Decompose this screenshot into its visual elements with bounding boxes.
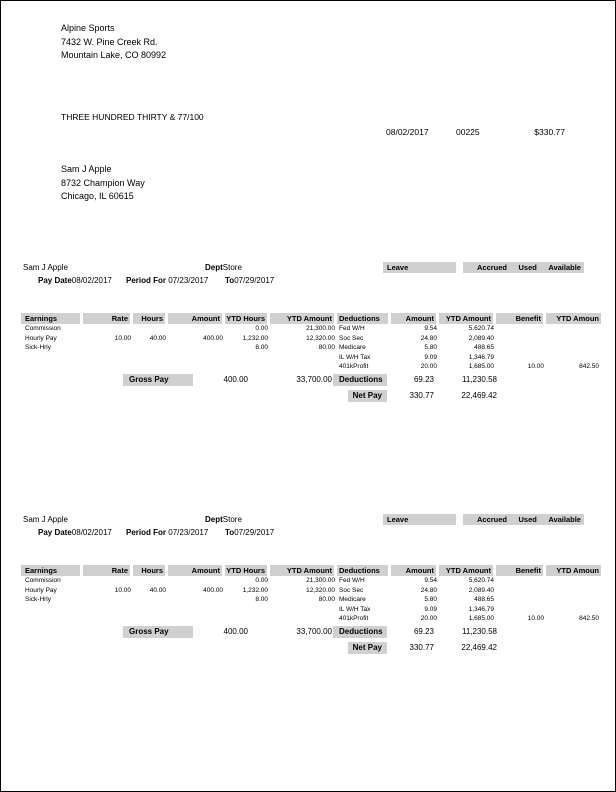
check-amount-in-words: THREE HUNDRED THIRTY & 77/100 bbox=[61, 112, 204, 122]
cell-amount: 400.00 bbox=[203, 586, 223, 594]
check-number: 00225 bbox=[456, 127, 480, 137]
cell-hours bbox=[133, 343, 168, 352]
leave-used-header: Used bbox=[518, 515, 537, 524]
deduction-ytd-header: YTD Amount bbox=[439, 313, 496, 324]
leave-columns-header bbox=[463, 514, 584, 525]
cell-benefit-ytd bbox=[546, 595, 601, 604]
period-for-label: Period For bbox=[126, 276, 167, 285]
net-pay-label-cell bbox=[333, 642, 387, 654]
cell-deduction: Fed W/H bbox=[339, 325, 365, 333]
pay-date-value: 08/02/2017 bbox=[71, 528, 112, 537]
cell-benefit-ytd bbox=[546, 605, 601, 614]
cell-amount bbox=[168, 605, 225, 614]
cell-benefit-ytd bbox=[546, 343, 601, 352]
net-pay-amount: 330.77 bbox=[409, 643, 434, 653]
dept-value: Store bbox=[222, 263, 242, 272]
cell-earning: Sick-Hrly bbox=[25, 596, 51, 604]
pay-date-label: Pay Date bbox=[38, 276, 72, 285]
cell-deduction: Soc Sec bbox=[339, 586, 364, 594]
cell-earning bbox=[21, 353, 83, 362]
check-amount: $330.77 bbox=[534, 127, 565, 137]
cell-ded-ytd: 5,620.74 bbox=[468, 325, 494, 333]
cell-ded-amount: 5.80 bbox=[424, 344, 437, 352]
cell-deduction: Medicare bbox=[339, 596, 366, 604]
spacer bbox=[193, 642, 249, 654]
cell-benefit bbox=[496, 324, 546, 333]
net-pay-label-cell bbox=[333, 390, 387, 402]
cell-ytd-hours: 1,232.00 bbox=[242, 334, 268, 342]
department bbox=[205, 263, 242, 272]
cell-amount bbox=[168, 595, 225, 604]
cell-hours: 40.00 bbox=[149, 334, 166, 342]
dept-label: Dept bbox=[205, 263, 223, 272]
ytd-amount-header: YTD Amount bbox=[270, 565, 337, 576]
pay-stub-2 bbox=[21, 515, 611, 665]
deduction-ytd-header: YTD Amount bbox=[439, 565, 496, 576]
deduction-amount-header: Amount bbox=[391, 565, 439, 576]
rate-header: Rate bbox=[83, 313, 133, 324]
company-address-line1: 7432 W. Pine Creek Rd. bbox=[61, 36, 158, 47]
rate-header: Rate bbox=[83, 565, 133, 576]
cell-ytd-hours: 0.00 bbox=[255, 577, 268, 585]
cell-benefit bbox=[496, 586, 546, 595]
table-row bbox=[21, 362, 601, 371]
cell-earning bbox=[21, 614, 83, 623]
cell-ytd-amount: 12,320.00 bbox=[306, 334, 335, 342]
leave-available-header: Available bbox=[548, 263, 581, 272]
spacer bbox=[123, 390, 193, 402]
period-for-label: Period For bbox=[126, 528, 167, 537]
spacer bbox=[21, 374, 123, 386]
table-row bbox=[21, 334, 601, 343]
table-row bbox=[21, 343, 601, 352]
cell-benefit: 10.00 bbox=[527, 615, 544, 623]
net-pay-label: Net Pay bbox=[348, 642, 387, 654]
cell-deduction: 401kProfit bbox=[339, 363, 369, 371]
cell-ded-ytd: 1,346.79 bbox=[468, 605, 494, 613]
cell-rate bbox=[83, 595, 133, 604]
leave-accrued-header: Accrued bbox=[477, 515, 508, 524]
net-pay-row bbox=[21, 642, 601, 654]
cell-hours bbox=[133, 614, 168, 623]
amount-header: Amount bbox=[168, 565, 225, 576]
earnings-header: Earnings bbox=[21, 313, 83, 324]
employee-name: Sam J Apple bbox=[23, 515, 68, 524]
to-label: To bbox=[225, 528, 235, 537]
table-row bbox=[21, 605, 601, 614]
benefit-header: Benefit bbox=[496, 313, 546, 324]
dept-label: Dept bbox=[205, 515, 223, 524]
cell-amount bbox=[168, 343, 225, 352]
table-row bbox=[21, 595, 601, 604]
hours-header: Hours bbox=[133, 313, 168, 324]
cell-deduction: Fed W/H bbox=[339, 577, 365, 585]
cell-ded-ytd: 1,685.00 bbox=[468, 615, 494, 623]
cell-deduction: Soc Sec bbox=[339, 334, 364, 342]
employee-name: Sam J Apple bbox=[23, 263, 68, 272]
payee-address-line1: 8732 Champion Way bbox=[61, 177, 145, 188]
deductions-total-label: Deductions bbox=[333, 374, 387, 386]
period-end-value: 07/29/2017 bbox=[234, 276, 275, 285]
deductions-total-ytd: 11,230.58 bbox=[462, 627, 497, 637]
pay-date-label: Pay Date bbox=[38, 528, 72, 537]
cell-hours bbox=[133, 595, 168, 604]
table-row bbox=[21, 586, 601, 595]
payee-address-block bbox=[61, 163, 145, 204]
table-header-row bbox=[21, 313, 601, 324]
cell-ded-amount: 9.54 bbox=[424, 577, 437, 585]
gross-pay-row bbox=[21, 374, 601, 386]
cell-hours bbox=[133, 362, 168, 371]
spacer bbox=[249, 390, 333, 402]
cell-ytd-hours: 1,232.00 bbox=[242, 586, 268, 594]
net-pay-label: Net Pay bbox=[348, 390, 387, 402]
cell-ytd-amount: 80.00 bbox=[318, 344, 335, 352]
cell-earning: Hourly Pay bbox=[25, 586, 57, 594]
leave-accrued-header: Accrued bbox=[477, 263, 508, 272]
cell-rate bbox=[83, 576, 133, 585]
period-start-value: 07/23/2017 bbox=[168, 528, 209, 537]
deductions-header: Deductions bbox=[337, 565, 391, 576]
cell-rate: 10.00 bbox=[114, 334, 131, 342]
table-body bbox=[21, 324, 601, 371]
spacer bbox=[21, 626, 123, 638]
cell-ytd-amount bbox=[270, 614, 337, 623]
dept-value: Store bbox=[222, 515, 242, 524]
cell-rate bbox=[83, 362, 133, 371]
cell-hours bbox=[133, 605, 168, 614]
cell-ytd-amount: 21,300.00 bbox=[306, 577, 335, 585]
cell-ytd-amount bbox=[270, 362, 337, 371]
cell-ded-amount: 24.80 bbox=[420, 586, 437, 594]
ytd-hours-header: YTD Hours bbox=[225, 565, 270, 576]
gross-pay-ytd: 33,700.00 bbox=[296, 375, 332, 385]
net-pay-ytd: 22,469.42 bbox=[461, 643, 497, 653]
cell-ded-amount: 5.80 bbox=[424, 596, 437, 604]
cell-amount bbox=[168, 614, 225, 623]
cell-ytd-hours: 8.00 bbox=[255, 344, 268, 352]
cell-hours: 40.00 bbox=[149, 586, 166, 594]
cell-benefit bbox=[496, 353, 546, 362]
company-name: Alpine Sports bbox=[61, 23, 115, 33]
deductions-total-ytd: 11,230.58 bbox=[462, 375, 497, 385]
department bbox=[205, 515, 242, 524]
deductions-total-label: Deductions bbox=[333, 626, 387, 638]
deduction-amount-header: Amount bbox=[391, 313, 439, 324]
cell-amount bbox=[168, 362, 225, 371]
cell-ded-ytd: 1,685.00 bbox=[468, 363, 494, 371]
cell-ytd-amount: 12,320.00 bbox=[306, 586, 335, 594]
ytd-hours-header: YTD Hours bbox=[225, 313, 270, 324]
earnings-deductions-table bbox=[21, 565, 601, 654]
gross-pay-label: Gross Pay bbox=[123, 374, 193, 386]
period-for bbox=[126, 528, 208, 537]
cell-ytd-amount bbox=[270, 605, 337, 614]
cell-benefit: 10.00 bbox=[527, 363, 544, 371]
cell-ded-ytd: 2,089.40 bbox=[468, 334, 494, 342]
cell-ded-amount: 9.09 bbox=[424, 605, 437, 613]
period-to bbox=[225, 528, 274, 537]
cell-amount bbox=[168, 324, 225, 333]
cell-earning bbox=[21, 362, 83, 371]
period-for bbox=[126, 276, 208, 285]
cell-ytd-hours bbox=[225, 605, 270, 614]
table-header-row bbox=[21, 565, 601, 576]
leave-available-header: Available bbox=[548, 515, 581, 524]
cell-benefit-ytd: 842.50 bbox=[579, 363, 599, 371]
cell-benefit-ytd bbox=[546, 586, 601, 595]
cell-benefit bbox=[496, 595, 546, 604]
cell-amount bbox=[168, 576, 225, 585]
period-end-value: 07/29/2017 bbox=[234, 528, 275, 537]
net-pay-amount: 330.77 bbox=[409, 391, 434, 401]
cell-ytd-amount bbox=[270, 353, 337, 362]
cell-benefit bbox=[496, 605, 546, 614]
table-row bbox=[21, 576, 601, 585]
cell-earning: Commission bbox=[25, 325, 61, 333]
payee-address-line2: Chicago, IL 60615 bbox=[61, 191, 134, 201]
cell-ded-ytd: 488.65 bbox=[474, 596, 494, 604]
amount-header: Amount bbox=[168, 313, 225, 324]
cell-benefit bbox=[496, 576, 546, 585]
pay-date-value: 08/02/2017 bbox=[71, 276, 112, 285]
cell-ded-amount: 20.00 bbox=[420, 363, 437, 371]
cell-ded-ytd: 488.65 bbox=[474, 344, 494, 352]
spacer bbox=[249, 642, 333, 654]
cell-benefit-ytd bbox=[546, 324, 601, 333]
spacer bbox=[21, 390, 123, 402]
cell-benefit-ytd bbox=[546, 353, 601, 362]
cell-ytd-hours bbox=[225, 353, 270, 362]
cell-amount bbox=[168, 353, 225, 362]
cell-amount: 400.00 bbox=[203, 334, 223, 342]
cell-ytd-hours: 8.00 bbox=[255, 596, 268, 604]
gross-pay-label: Gross Pay bbox=[123, 626, 193, 638]
cell-earning: Sick-Hrly bbox=[25, 344, 51, 352]
cell-ded-amount: 20.00 bbox=[420, 615, 437, 623]
cell-benefit bbox=[496, 334, 546, 343]
cell-ytd-amount: 21,300.00 bbox=[306, 325, 335, 333]
table-row bbox=[21, 324, 601, 333]
cell-ded-ytd: 1,346.79 bbox=[468, 353, 494, 361]
net-pay-row bbox=[21, 390, 601, 402]
benefit-header: Benefit bbox=[496, 565, 546, 576]
to-label: To bbox=[225, 276, 235, 285]
leave-header: Leave bbox=[383, 262, 456, 273]
leave-columns-header bbox=[463, 262, 584, 273]
company-address-line2: Mountain Lake, CO 80992 bbox=[61, 50, 167, 60]
net-pay-ytd: 22,469.42 bbox=[461, 391, 497, 401]
table-body bbox=[21, 576, 601, 623]
cell-ytd-amount: 80.00 bbox=[318, 596, 335, 604]
cell-ded-amount: 9.54 bbox=[424, 325, 437, 333]
company-address-block bbox=[61, 22, 166, 63]
ytd-amount-header: YTD Amount bbox=[270, 313, 337, 324]
cell-earning bbox=[21, 605, 83, 614]
deductions-total-amount: 69.23 bbox=[413, 375, 434, 385]
cell-rate bbox=[83, 605, 133, 614]
cell-earning: Hourly Pay bbox=[25, 334, 57, 342]
cell-deduction: Medicare bbox=[339, 344, 366, 352]
gross-pay-amount: 400.00 bbox=[223, 627, 248, 637]
cell-deduction: IL W/H Tax bbox=[339, 605, 371, 613]
earnings-header: Earnings bbox=[21, 565, 83, 576]
spacer bbox=[123, 642, 193, 654]
cell-rate bbox=[83, 324, 133, 333]
cell-ded-amount: 24.80 bbox=[420, 334, 437, 342]
cell-rate: 10.00 bbox=[114, 586, 131, 594]
period-start-value: 07/23/2017 bbox=[168, 276, 209, 285]
pay-date bbox=[38, 276, 112, 285]
cell-rate bbox=[83, 353, 133, 362]
cell-hours bbox=[133, 353, 168, 362]
table-row bbox=[21, 614, 601, 623]
pay-stub-1 bbox=[21, 263, 611, 413]
spacer bbox=[193, 390, 249, 402]
benefit-ytd-amount-header: YTD Amoun bbox=[546, 313, 601, 324]
cell-rate bbox=[83, 614, 133, 623]
spacer bbox=[21, 642, 123, 654]
cell-hours bbox=[133, 324, 168, 333]
table-row bbox=[21, 353, 601, 362]
cell-earning: Commission bbox=[25, 577, 61, 585]
cell-benefit-ytd: 842.50 bbox=[579, 615, 599, 623]
period-to bbox=[225, 276, 274, 285]
payee-name: Sam J Apple bbox=[61, 164, 112, 174]
cell-deduction: 401kProfit bbox=[339, 615, 369, 623]
cell-benefit bbox=[496, 343, 546, 352]
cell-ytd-hours: 0.00 bbox=[255, 325, 268, 333]
earnings-deductions-table bbox=[21, 313, 601, 402]
cell-rate bbox=[83, 343, 133, 352]
cell-ded-ytd: 5,620.74 bbox=[468, 577, 494, 585]
cell-ded-amount: 9.09 bbox=[424, 353, 437, 361]
cell-benefit-ytd bbox=[546, 576, 601, 585]
pay-date bbox=[38, 528, 112, 537]
check-date: 08/02/2017 bbox=[386, 127, 429, 137]
deductions-total-amount: 69.23 bbox=[413, 627, 434, 637]
gross-pay-amount: 400.00 bbox=[223, 375, 248, 385]
gross-pay-row bbox=[21, 626, 601, 638]
cell-hours bbox=[133, 576, 168, 585]
gross-pay-ytd: 33,700.00 bbox=[296, 627, 332, 637]
cell-benefit-ytd bbox=[546, 334, 601, 343]
cell-deduction: IL W/H Tax bbox=[339, 353, 371, 361]
cell-ytd-hours bbox=[225, 362, 270, 371]
leave-header: Leave bbox=[383, 514, 456, 525]
cell-ytd-hours bbox=[225, 614, 270, 623]
benefit-ytd-amount-header: YTD Amoun bbox=[546, 565, 601, 576]
deductions-header: Deductions bbox=[337, 313, 391, 324]
leave-used-header: Used bbox=[518, 263, 537, 272]
cell-ded-ytd: 2,089.40 bbox=[468, 586, 494, 594]
hours-header: Hours bbox=[133, 565, 168, 576]
